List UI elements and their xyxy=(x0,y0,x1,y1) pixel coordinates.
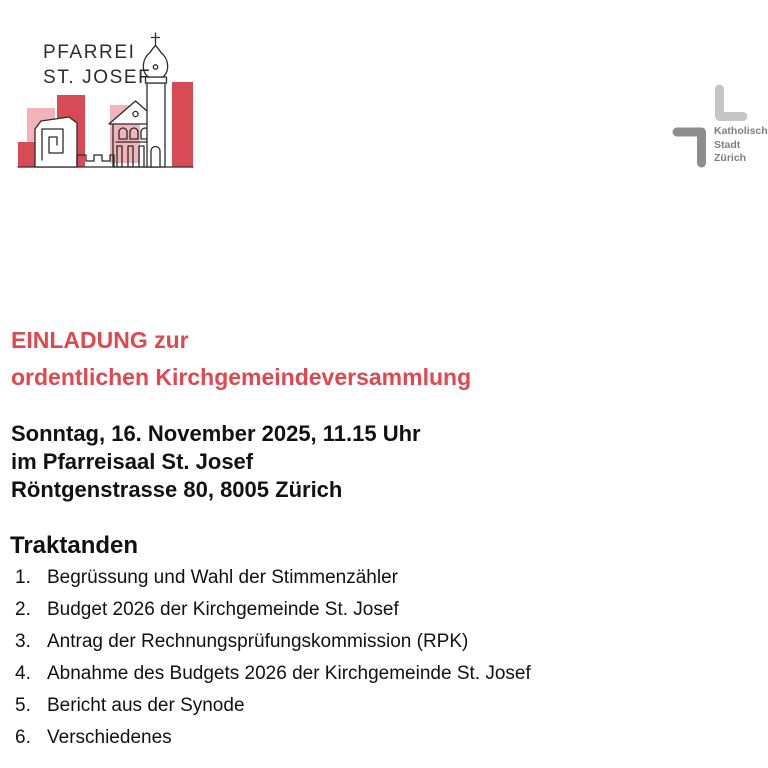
invitation-heading-line1: EINLADUNG zur xyxy=(11,327,189,353)
katholisch-logo-line1: Katholisch xyxy=(714,125,768,137)
agenda-item-text: Bericht aus der Synode xyxy=(47,695,245,716)
agenda-list xyxy=(10,562,610,754)
agenda-item xyxy=(10,658,610,690)
event-location: im Pfarreisaal St. Josef xyxy=(11,449,254,474)
agenda-item-text: Antrag der Rechnungsprüfungskommission (RPK) xyxy=(47,631,469,652)
agenda-item xyxy=(10,562,610,594)
agenda-item xyxy=(10,722,610,754)
katholisch-logo-light-angle xyxy=(720,89,744,117)
katholisch-logo-dark-angle xyxy=(677,132,702,163)
pfarrei-logo-wordmark xyxy=(43,40,151,90)
agenda-item-text: Budget 2026 der Kirchgemeinde St. Josef xyxy=(47,599,399,620)
house-outline xyxy=(35,117,77,167)
logo-red-block xyxy=(172,82,193,167)
agenda-item-number: 3. xyxy=(15,631,31,652)
event-details xyxy=(11,420,421,504)
agenda-item-text: Abnahme des Budgets 2026 der Kirchgemeinde St. Josef xyxy=(47,663,531,684)
agenda-title: Traktanden xyxy=(10,532,139,559)
agenda-item-number: 2. xyxy=(15,599,31,620)
agenda-item-number: 1. xyxy=(15,567,31,588)
agenda-item-text: Begrüssung und Wahl der Stimmenzähler xyxy=(47,567,398,588)
agenda-item-number: 5. xyxy=(15,695,31,716)
agenda-item-text: Verschiedenes xyxy=(47,727,172,748)
event-address: Röntgenstrasse 80, 8005 Zürich xyxy=(11,477,343,502)
tower-cross-icon xyxy=(152,33,160,45)
tower-body xyxy=(147,83,165,167)
invitation-heading xyxy=(11,322,471,396)
katholisch-logo-line2: Stadt xyxy=(714,138,741,151)
katholisch-logo-wordmark xyxy=(714,125,768,166)
invitation-heading-line2: ordentlichen Kirchgemeindeversammlung xyxy=(11,364,472,390)
agenda-item xyxy=(10,626,610,658)
katholisch-logo-line3: Zürich xyxy=(714,152,747,164)
pfarrei-logo-line1: PFARREI xyxy=(43,42,136,63)
agenda-item-number: 6. xyxy=(15,727,31,748)
agenda-item xyxy=(10,594,610,626)
agenda-item-number: 4. xyxy=(15,663,31,684)
agenda-item xyxy=(10,690,610,722)
pfarrei-logo-line2: ST. JOSEF xyxy=(43,67,152,88)
event-datetime: Sonntag, 16. November 2025, 11.15 Uhr xyxy=(11,421,421,446)
